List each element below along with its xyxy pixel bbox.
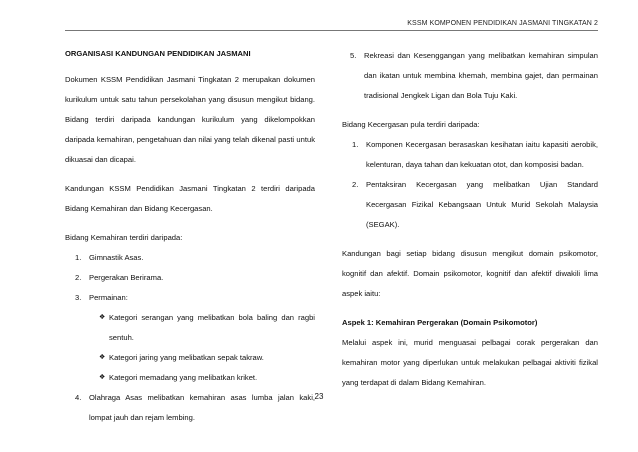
bullet-item: ❖ Kategori jaring yang melibatkan sepak takraw. [99,348,315,368]
list-item: 1. Gimnastik Asas. [75,253,144,262]
list-item: 2. Pentaksiran Kecergasan yang melibatkan Ujian Standard Kecergasan Fizikal Kebangsaan Untuk Murid Sekolah Malaysia (SEGAK). [352,180,598,229]
page-header: KSSM KOMPONEN PENDIDIKAN JASMANI TINGKATAN 2 [407,20,598,27]
aspek-heading: Aspek 1: Kemahiran Pergerakan (Domain Psikomotor) [342,318,538,327]
bullet-icon: ❖ [99,354,106,361]
page-number: 23 [314,392,324,401]
list-item: 2. Pergerakan Berirama. [75,273,164,282]
list-item: 4. Olahraga Asas melibatkan kemahiran asas lumba jalan kaki, lompat jauh dan rejam lembing. [75,393,315,422]
bullet-icon: ❖ [99,314,106,321]
list-item: 1. Komponen Kecergasan berasaskan kesihatan iaitu kapasiti aerobik, kelenturan, daya tahan dan kekuatan otot, dan komposisi badan. [352,140,598,169]
kecergasan-intro: Bidang Kecergasan pula terdiri daripada: [342,120,480,129]
list-item: 3. Permainan: [75,293,128,302]
right-column [342,46,598,393]
content-paragraph: Kandungan KSSM Pendidikan Jasmani Tingkatan 2 terdiri daripada Bidang Kemahiran dan Bidang Kecergasan. [65,184,315,213]
domain-paragraph: Kandungan bagi setiap bidang disusun mengikut domain psikomotor, kognitif dan afektif. Domain psikomotor, kognitif dan afektif diwakili lima aspek iaitu: [342,249,598,298]
intro-paragraph: Dokumen KSSM Pendidikan Jasmani Tingkatan 2 merupakan dokumen kurikulum untuk satu tahun persekolahan yang disusun mengikut bidang. Bidang terdiri daripada kandungan kurikulum yang dikelompokkan daripada kemahiran, pengetahuan dan nilai yang telah dikenal pasti untuk dikuasai dan dicapai. [65,75,315,164]
left-column [65,46,315,428]
bullet-item: ❖ Kategori serangan yang melibatkan bola baling dan ragbi sentuh. [99,308,315,348]
header-rule [65,30,598,31]
aspek-paragraph: Melalui aspek ini, murid menguasai pelbagai corak pergerakan dan kemahiran motor yang diperlukan untuk melakukan pelbagai aktiviti fizikal yang terdapat di dalam Bidang Kemahiran. [342,338,598,387]
bullet-item: ❖ Kategori memadang yang melibatkan kriket. [99,368,315,388]
kemahiran-intro: Bidang Kemahiran terdiri daripada: [65,233,183,242]
section-title: ORGANISASI KANDUNGAN PENDIDIKAN JASMANI [65,49,251,58]
bullet-icon: ❖ [99,374,106,381]
list-item: 5. Rekreasi dan Kesenggangan yang melibatkan kemahiran simpulan dan ikatan untuk membina khemah, membina gajet, dan permainan tradisional Jengkek Ligan dan Bola Tuju Kaki. [350,51,598,100]
